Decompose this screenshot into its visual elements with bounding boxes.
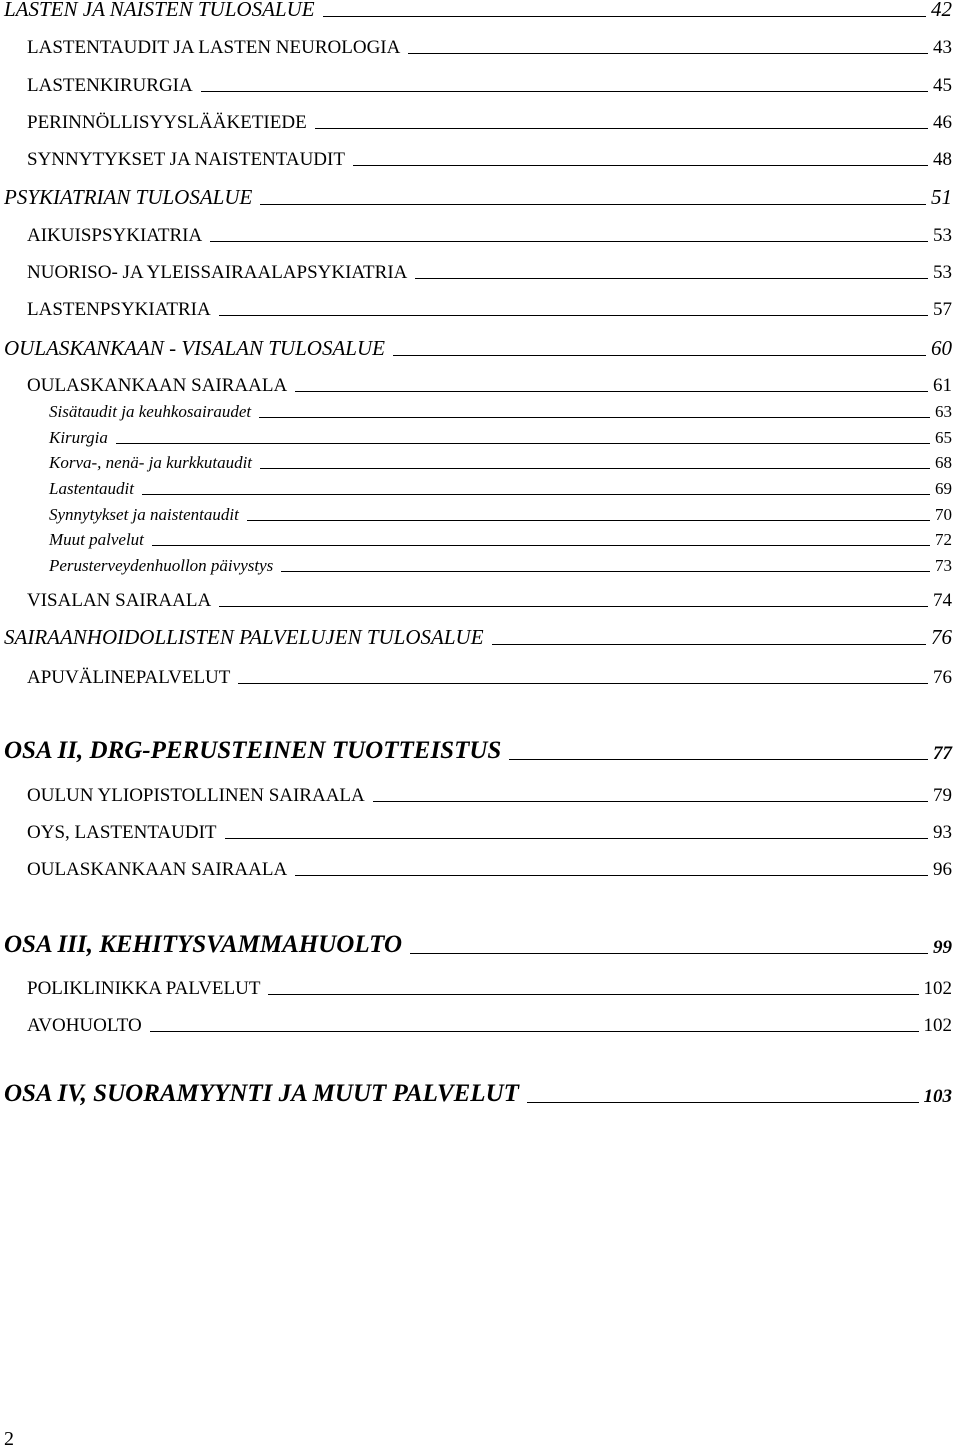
toc-entry-title: Korva-, nenä- ja kurkkutaudit: [49, 453, 253, 472]
toc-entry-title: Kirurgia: [49, 428, 108, 447]
toc-entry-page: 69: [935, 479, 952, 498]
toc-entry[interactable]: [0, 73, 952, 97]
toc-entry-page: 68: [935, 453, 952, 472]
toc-entry-title: Muut palvelut: [49, 530, 144, 549]
toc-entry-title: Synnytykset ja naistentaudit: [49, 505, 239, 524]
toc-leader-line: [247, 520, 930, 521]
toc-entry[interactable]: [0, 475, 952, 499]
toc-entry-title: OSA III, KEHITYSVAMMAHUOLTO: [4, 931, 403, 958]
toc-entry-title: Lastentaudit: [49, 479, 135, 498]
toc-leader-line: [268, 994, 918, 995]
toc-entry-page: 57: [933, 299, 952, 320]
toc-leader-line: [150, 1031, 919, 1032]
toc-entry-page: 70: [935, 505, 952, 524]
toc-leader-line: [259, 417, 930, 418]
toc-entry-page: 99: [933, 937, 952, 958]
toc-leader-line: [509, 759, 928, 760]
toc-leader-line: [210, 241, 928, 242]
toc-entry-title: SYNNYTYKSET JA NAISTENTAUDIT: [27, 149, 345, 170]
toc-leader-line: [260, 468, 930, 469]
toc-entry-page: 103: [923, 1086, 952, 1107]
toc-leader-line: [410, 953, 928, 954]
toc-entry-page: 72: [935, 530, 952, 549]
toc-entry[interactable]: [0, 398, 952, 422]
toc-leader-line: [315, 128, 928, 129]
toc-entry-page: 79: [933, 785, 952, 806]
toc-entry-title: OULASKANKAAN SAIRAALA: [27, 375, 288, 396]
toc-entry[interactable]: [0, 147, 952, 171]
toc-entry[interactable]: [0, 588, 952, 612]
toc-entry-title: OYS, LASTENTAUDIT: [27, 822, 217, 843]
toc-entry-page: 61: [933, 375, 952, 396]
toc-entry-title: Perusterveydenhuollon päivystys: [49, 556, 274, 575]
toc-part-heading[interactable]: [0, 931, 952, 959]
toc-entry-page: 63: [935, 402, 952, 421]
toc-entry-title: OSA IV, SUORAMYYNTI JA MUUT PALVELUT: [4, 1080, 519, 1107]
toc-entry-page: 48: [933, 149, 952, 170]
toc-entry-title: POLIKLINIKKA PALVELUT: [27, 978, 261, 999]
page-number: 2: [4, 1428, 14, 1450]
toc-entry-page: 43: [933, 37, 952, 58]
toc-leader-line: [353, 165, 928, 166]
toc-leader-line: [219, 606, 928, 607]
toc-entry-page: 73: [935, 556, 952, 575]
toc-leader-line: [527, 1102, 919, 1103]
toc-leader-line: [225, 838, 928, 839]
toc-entry-title: Sisätaudit ja keuhkosairaudet: [49, 402, 252, 421]
toc-entry-title: AIKUISPSYKIATRIA: [27, 225, 203, 246]
toc-leader-line: [415, 278, 928, 279]
toc-leader-line: [492, 644, 926, 645]
toc-entry-page: 96: [933, 859, 952, 880]
toc-leader-line: [295, 391, 928, 392]
toc-entry[interactable]: [0, 665, 952, 689]
toc-entry[interactable]: [0, 857, 952, 881]
toc-leader-line: [323, 16, 926, 17]
toc-entry-title: LASTEN JA NAISTEN TULOSALUE: [4, 0, 315, 21]
toc-entry[interactable]: [0, 110, 952, 134]
toc-entry[interactable]: [0, 260, 952, 284]
toc-entry[interactable]: [0, 35, 952, 59]
toc-entry[interactable]: [0, 337, 952, 361]
toc-entry[interactable]: [0, 820, 952, 844]
toc-entry-page: 53: [933, 262, 952, 283]
toc-entry[interactable]: [0, 424, 952, 448]
toc-entry-title: LASTENTAUDIT JA LASTEN NEUROLOGIA: [27, 37, 401, 58]
toc-entry-page: 74: [933, 590, 952, 611]
toc-entry-title: OULASKANKAAN SAIRAALA: [27, 859, 288, 880]
toc-entry-title: LASTENPSYKIATRIA: [27, 299, 211, 320]
toc-entry-page: 42: [931, 0, 952, 21]
toc-entry-page: 46: [933, 112, 952, 133]
toc-entry-title: LASTENKIRURGIA: [27, 75, 193, 96]
toc-entry[interactable]: [0, 501, 952, 525]
toc-entry-page: 53: [933, 225, 952, 246]
toc-leader-line: [393, 355, 926, 356]
toc-leader-line: [238, 683, 928, 684]
toc-entry[interactable]: [0, 186, 952, 210]
toc-leader-line: [373, 801, 928, 802]
toc-entry[interactable]: [0, 552, 952, 576]
toc-entry[interactable]: [0, 373, 952, 397]
toc-entry[interactable]: [0, 449, 952, 473]
toc-entry-page: 45: [933, 75, 952, 96]
toc-entry-page: 102: [923, 978, 952, 999]
toc-entry[interactable]: [0, 297, 952, 321]
toc-leader-line: [142, 494, 930, 495]
toc-leader-line: [152, 545, 930, 546]
toc-leader-line: [281, 571, 930, 572]
toc-entry-title: SAIRAANHOIDOLLISTEN PALVELUJEN TULOSALUE: [4, 625, 484, 649]
toc-leader-line: [408, 53, 928, 54]
toc-entry[interactable]: [0, 976, 952, 1000]
toc-entry[interactable]: [0, 1013, 952, 1037]
toc-entry-title: APUVÄLINEPALVELUT: [27, 667, 231, 688]
toc-entry-page: 93: [933, 822, 952, 843]
toc-entry-title: AVOHUOLTO: [27, 1015, 142, 1036]
toc-entry[interactable]: [0, 783, 952, 807]
toc-entry-page: 77: [933, 743, 952, 764]
toc-entry-page: 76: [931, 625, 952, 649]
toc-entry-page: 60: [931, 336, 952, 360]
toc-entry-page: 51: [931, 185, 952, 209]
toc-entry-title: OULUN YLIOPISTOLLINEN SAIRAALA: [27, 785, 365, 806]
toc-leader-line: [201, 91, 928, 92]
toc-entry-title: NUORISO- JA YLEISSAIRAALAPSYKIATRIA: [27, 262, 408, 283]
toc-entry-title: PSYKIATRIAN TULOSALUE: [4, 185, 253, 209]
toc-entry-title: OSA II, DRG-PERUSTEINEN TUOTTEISTUS: [4, 737, 502, 764]
toc-entry[interactable]: [0, 0, 952, 22]
toc-entry-page: 76: [933, 667, 952, 688]
toc-entry-title: VISALAN SAIRAALA: [27, 590, 212, 611]
toc-entry-title: OULASKANKAAN - VISALAN TULOSALUE: [4, 336, 385, 360]
toc-leader-line: [260, 204, 926, 205]
toc-entry-page: 65: [935, 428, 952, 447]
toc-entry-title: PERINNÖLLISYYSLÄÄKETIEDE: [27, 112, 307, 133]
toc-part-heading[interactable]: [0, 737, 952, 765]
toc-leader-line: [116, 443, 930, 444]
toc-entry[interactable]: [0, 223, 952, 247]
toc-leader-line: [295, 875, 928, 876]
toc-leader-line: [219, 315, 928, 316]
toc-entry[interactable]: [0, 626, 952, 650]
toc-entry-page: 102: [923, 1015, 952, 1036]
toc-entry[interactable]: [0, 526, 952, 550]
toc-part-heading[interactable]: [0, 1080, 952, 1108]
